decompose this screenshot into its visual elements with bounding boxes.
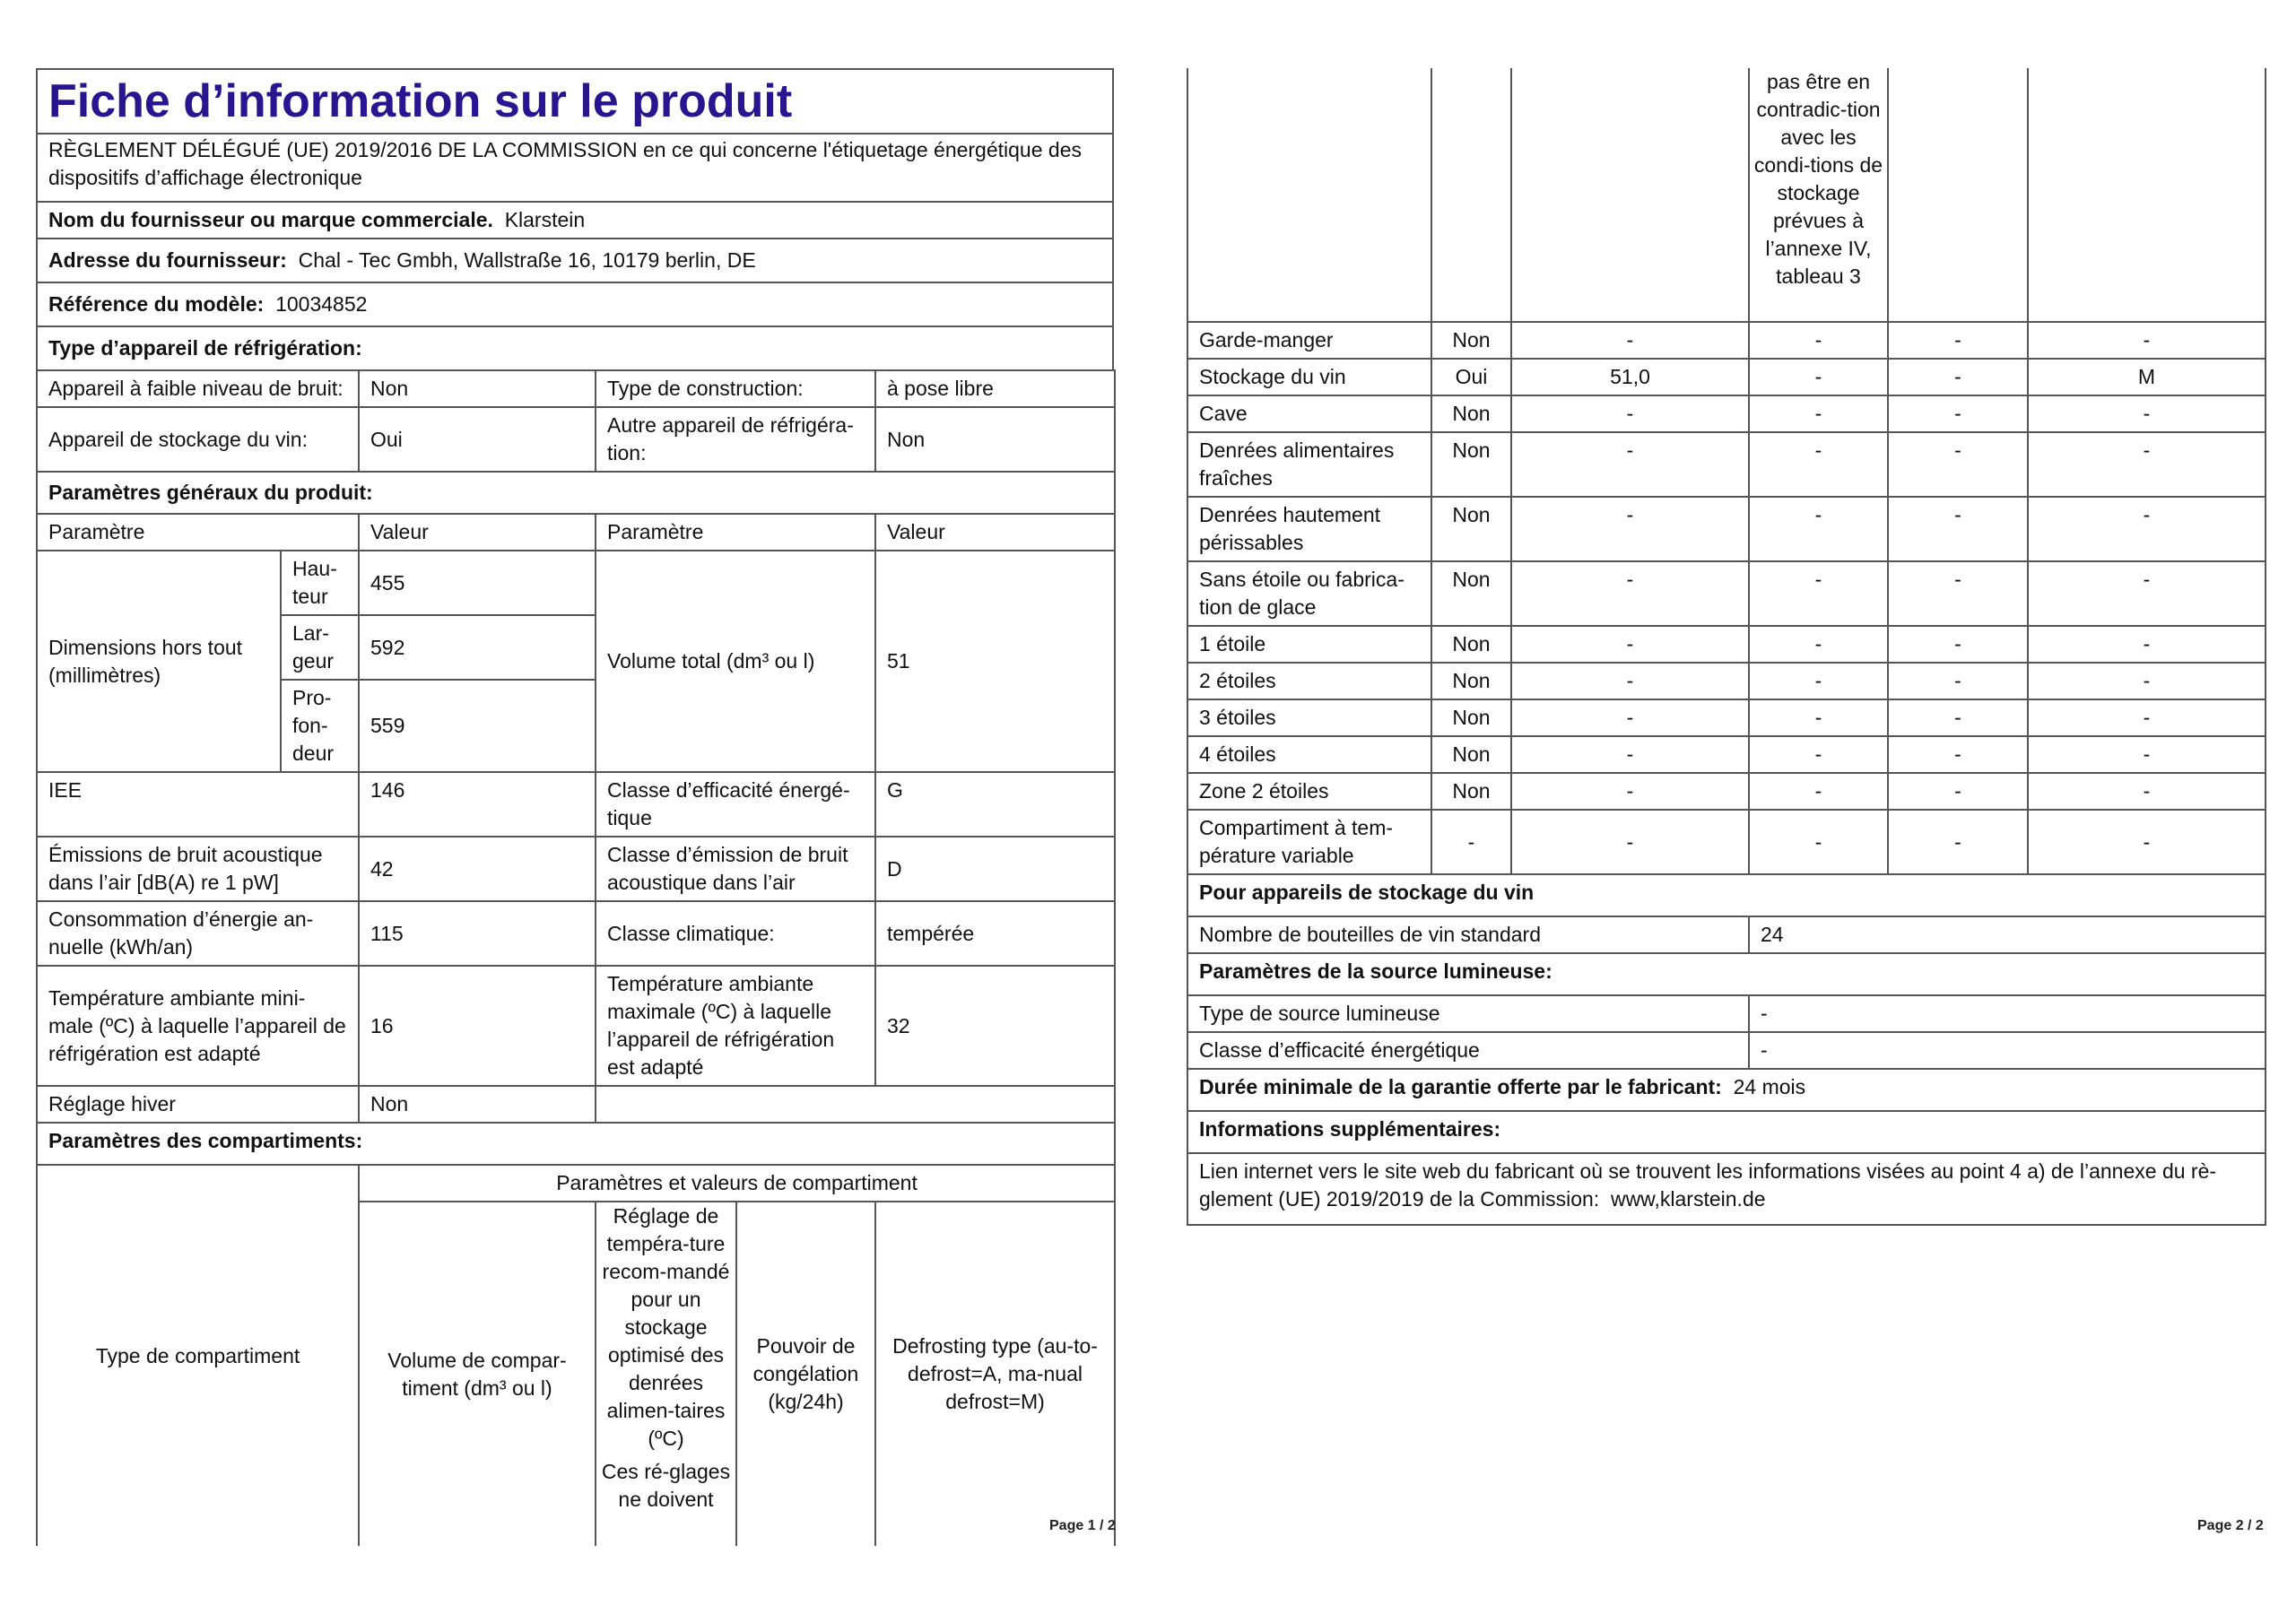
compartment-defrost: - [2028, 626, 2266, 663]
general-params-heading: Paramètres généraux du produit: [37, 472, 1115, 514]
compartment-defrost: - [2028, 810, 2266, 874]
depth-label: Pro-fon-deur [281, 680, 359, 772]
appliance-type-heading: Type d’appareil de réfrigération: [37, 326, 1113, 370]
compartment-present: Non [1431, 497, 1511, 561]
compartment-name: Cave [1187, 395, 1431, 432]
winter-empty [596, 1086, 1115, 1123]
defrosting-type-header: Defrosting type (au-to-defrost=A, ma-nual defrost=M) [875, 1202, 1115, 1546]
manufacturer-link[interactable]: www,klarstein.de [1610, 1187, 1766, 1211]
compartment-temp: - [1749, 561, 1888, 626]
compartment-name: 2 étoiles [1187, 663, 1431, 699]
compartment-defrost: - [2028, 699, 2266, 736]
compartment-present: Non [1431, 322, 1511, 359]
compartment-name: 4 étoiles [1187, 736, 1431, 773]
compartment-freeze: - [1888, 626, 2028, 663]
light-class-value: - [1749, 1032, 2266, 1069]
compartment-defrost: - [2028, 663, 2266, 699]
noise-label: Émissions de bruit acoustique dans l’air [dB(A) re 1 pW] [37, 837, 359, 901]
appliance-type-table [36, 369, 1116, 515]
light-class-label: Classe d’efficacité énergétique [1187, 1032, 1749, 1069]
model-ref-value: 10034852 [275, 292, 368, 316]
winter-label: Réglage hiver [37, 1086, 359, 1123]
total-volume-label: Volume total (dm³ ou l) [596, 551, 875, 772]
height-label: Hau-teur [281, 551, 359, 615]
compartment-volume: - [1511, 395, 1749, 432]
compartment-volume: - [1511, 736, 1749, 773]
width-value: 592 [359, 615, 596, 680]
extra-info-row [1187, 1153, 2266, 1225]
temp-setting-text: Réglage de tempéra-ture recom-mandé pour un stockage optimisé des denrées alimen-taires (ºC) [602, 1204, 730, 1450]
compartment-freeze: - [1888, 663, 2028, 699]
compartment-present: Oui [1431, 359, 1511, 395]
compartment-present: Non [1431, 432, 1511, 497]
compartment-name: Stockage du vin [1187, 359, 1431, 395]
compartment-freeze: - [1888, 395, 2028, 432]
compartment-defrost: - [2028, 497, 2266, 561]
compartment-freeze: - [1888, 561, 2028, 626]
page-title: Fiche d’information sur le produit [37, 69, 1113, 134]
col-param-1: Paramètre [37, 514, 359, 551]
min-temp-value: 16 [359, 966, 596, 1086]
compartment-freeze: - [1888, 699, 2028, 736]
compartment-row [1187, 699, 2266, 736]
compartment-volume-header: Volume de compar-timent (dm³ ou l) [359, 1202, 596, 1546]
compartment-defrost: - [2028, 395, 2266, 432]
total-volume-value: 51 [875, 551, 1115, 772]
extra-heading: Informations supplémentaires: [1187, 1111, 2266, 1153]
compartment-freeze: - [1888, 322, 2028, 359]
compartment-freeze: - [1888, 736, 2028, 773]
warranty-label: Durée minimale de la garantie offerte par le fabricant: [1199, 1075, 1722, 1098]
product-info-header-table [36, 68, 1114, 371]
compartment-present: Non [1431, 699, 1511, 736]
compartment-temp: - [1749, 736, 1888, 773]
min-temp-label: Température ambiante mini-male (ºC) à laquelle l’appareil de réfrigération est adapté [37, 966, 359, 1086]
page-1 [36, 68, 1114, 1546]
compartment-present: Non [1431, 663, 1511, 699]
compartment-name: Compartiment à tem-pérature variable [1187, 810, 1431, 874]
other-appliance-value: Non [875, 407, 1115, 472]
compartment-header-table [36, 1164, 1116, 1546]
compartment-row [1187, 773, 2266, 810]
compartment-defrost: - [2028, 322, 2266, 359]
compartment-row [1187, 322, 2266, 359]
compartment-row [1187, 810, 2266, 874]
temp-setting-note: Ces ré-glages ne doivent [601, 1460, 731, 1511]
compartment-name: Denrées alimentaires fraîches [1187, 432, 1431, 497]
supplier-name-row [37, 202, 1113, 239]
height-value: 455 [359, 551, 596, 615]
compartment-volume: - [1511, 432, 1749, 497]
bottles-label: Nombre de bouteilles de vin standard [1187, 916, 1749, 953]
compartment-volume: 51,0 [1511, 359, 1749, 395]
wine-storage-label: Appareil de stockage du vin: [37, 407, 359, 472]
compartment-name: 3 étoiles [1187, 699, 1431, 736]
compartment-defrost: - [2028, 736, 2266, 773]
low-noise-label: Appareil à faible niveau de bruit: [37, 370, 359, 407]
compartment-defrost: - [2028, 432, 2266, 497]
compartment-present: Non [1431, 626, 1511, 663]
cont-cell-6 [2028, 68, 2266, 322]
compartment-freeze: - [1888, 359, 2028, 395]
compartment-present: Non [1431, 736, 1511, 773]
light-type-value: - [1749, 995, 2266, 1032]
other-appliance-label: Autre appareil de réfrigéra-tion: [596, 407, 875, 472]
cont-cell-5 [1888, 68, 2028, 322]
compartment-volume: - [1511, 810, 1749, 874]
compartment-freeze: - [1888, 497, 2028, 561]
compartment-temp: - [1749, 395, 1888, 432]
compartment-volume: - [1511, 626, 1749, 663]
max-temp-value: 32 [875, 966, 1115, 1086]
supplier-address-label: Adresse du fournisseur: [48, 248, 287, 272]
winter-value: Non [359, 1086, 596, 1123]
compartment-volume: - [1511, 497, 1749, 561]
cont-cell-1 [1187, 68, 1431, 322]
supplier-name-label: Nom du fournisseur ou marque commerciale. [48, 208, 493, 231]
model-ref-row [37, 282, 1113, 326]
compartment-volume: - [1511, 561, 1749, 626]
compartment-freeze: - [1888, 773, 2028, 810]
compartment-volume: - [1511, 773, 1749, 810]
width-label: Lar-geur [281, 615, 359, 680]
supplier-address-row [37, 239, 1113, 282]
compartment-row [1187, 561, 2266, 626]
page-2 [1187, 68, 2265, 1226]
compartment-name: Denrées hautement périssables [1187, 497, 1431, 561]
compartment-defrost: M [2028, 359, 2266, 395]
compartment-row [1187, 736, 2266, 773]
compartment-temp: - [1749, 663, 1888, 699]
compartment-temp: - [1749, 432, 1888, 497]
col-value-2: Valeur [875, 514, 1115, 551]
page-number-1: Page 1 / 2 [1049, 1518, 1116, 1533]
light-type-label: Type de source lumineuse [1187, 995, 1749, 1032]
energy-class-value: G [875, 772, 1115, 837]
compartment-name: 1 étoile [1187, 626, 1431, 663]
compartment-temp: - [1749, 626, 1888, 663]
regulation-text: RÈGLEMENT DÉLÉGUÉ (UE) 2019/2016 DE LA COMMISSION en ce qui concerne l'étiquetage énergétique des dispositifs d’affichage électronique [37, 134, 1113, 202]
compartment-row [1187, 432, 2266, 497]
climate-class-value: tempérée [875, 901, 1115, 966]
compartment-values-table [1187, 68, 2266, 917]
annual-consumption-value: 115 [359, 901, 596, 966]
wine-storage-value: Oui [359, 407, 596, 472]
annual-consumption-label: Consommation d’énergie an-nuelle (kWh/an) [37, 901, 359, 966]
temp-setting-header [596, 1202, 736, 1546]
compartment-rows [1187, 322, 2266, 874]
wine-heading: Pour appareils de stockage du vin [1187, 874, 2266, 916]
compartment-params-values-header: Paramètres et valeurs de compartiment [359, 1165, 1115, 1202]
max-temp-label: Température ambiante maximale (ºC) à laquelle l’appareil de réfrigération est adapté [596, 966, 875, 1086]
compartment-row [1187, 626, 2266, 663]
light-heading: Paramètres de la source lumineuse: [1187, 953, 2266, 995]
col-value-1: Valeur [359, 514, 596, 551]
compartment-temp: - [1749, 699, 1888, 736]
compartment-present: - [1431, 810, 1511, 874]
compartment-freeze: - [1888, 432, 2028, 497]
general-params-table [36, 513, 1116, 1166]
compartment-row [1187, 359, 2266, 395]
compartment-name: Sans étoile ou fabrica-tion de glace [1187, 561, 1431, 626]
compartment-row [1187, 497, 2266, 561]
depth-value: 559 [359, 680, 596, 772]
compartment-row [1187, 395, 2266, 432]
climate-class-label: Classe climatique: [596, 901, 875, 966]
noise-class-value: D [875, 837, 1115, 901]
compartment-volume: - [1511, 322, 1749, 359]
compartment-name: Garde-manger [1187, 322, 1431, 359]
compartment-row [1187, 663, 2266, 699]
model-ref-label: Référence du modèle: [48, 292, 265, 316]
construction-value: à pose libre [875, 370, 1115, 407]
supplier-name-value: Klarstein [504, 208, 586, 231]
eei-label: IEE [37, 772, 359, 837]
compartment-name: Zone 2 étoiles [1187, 773, 1431, 810]
continued-note: pas être en contradic-tion avec les condi-tions de stockage prévues à l’annexe IV, tableau 3 [1749, 68, 1888, 322]
compartment-defrost: - [2028, 561, 2266, 626]
supplier-address-value: Chal - Tec Gmbh, Wallstraße 16, 10179 berlin, DE [298, 248, 756, 272]
compartment-temp: - [1749, 322, 1888, 359]
construction-label: Type de construction: [596, 370, 875, 407]
bottles-value: 24 [1749, 916, 2266, 953]
page-number-2: Page 2 / 2 [2197, 1518, 2264, 1533]
low-noise-value: Non [359, 370, 596, 407]
compartment-present: Non [1431, 561, 1511, 626]
dimensions-label: Dimensions hors tout (millimètres) [37, 551, 281, 772]
compartment-type-header: Type de compartiment [37, 1165, 359, 1546]
compartment-present: Non [1431, 395, 1511, 432]
noise-value: 42 [359, 837, 596, 901]
compartment-temp: - [1749, 359, 1888, 395]
warranty-value: 24 mois [1733, 1075, 1806, 1098]
eei-value: 146 [359, 772, 596, 837]
col-param-2: Paramètre [596, 514, 875, 551]
warranty-row [1187, 1069, 2266, 1111]
freezing-capacity-header: Pouvoir de congélation (kg/24h) [736, 1202, 875, 1546]
wine-bottles-table [1187, 916, 2266, 1226]
compartment-temp: - [1749, 810, 1888, 874]
cont-cell-2 [1431, 68, 1511, 322]
cont-cell-3 [1511, 68, 1749, 322]
compartment-freeze: - [1888, 810, 2028, 874]
compartment-volume: - [1511, 699, 1749, 736]
energy-class-label: Classe d’efficacité énergé-tique [596, 772, 875, 837]
compartment-params-heading: Paramètres des compartiments: [37, 1123, 1115, 1165]
noise-class-label: Classe d’émission de bruit acoustique dans l’air [596, 837, 875, 901]
compartment-present: Non [1431, 773, 1511, 810]
extra-text: Lien internet vers le site web du fabricant où se trouvent les informations visées au point 4 a) de l’annexe du rè-glement (UE) 2019/2019 de la Commission: [1199, 1159, 2217, 1211]
compartment-volume: - [1511, 663, 1749, 699]
compartment-temp: - [1749, 773, 1888, 810]
compartment-temp: - [1749, 497, 1888, 561]
compartment-defrost: - [2028, 773, 2266, 810]
